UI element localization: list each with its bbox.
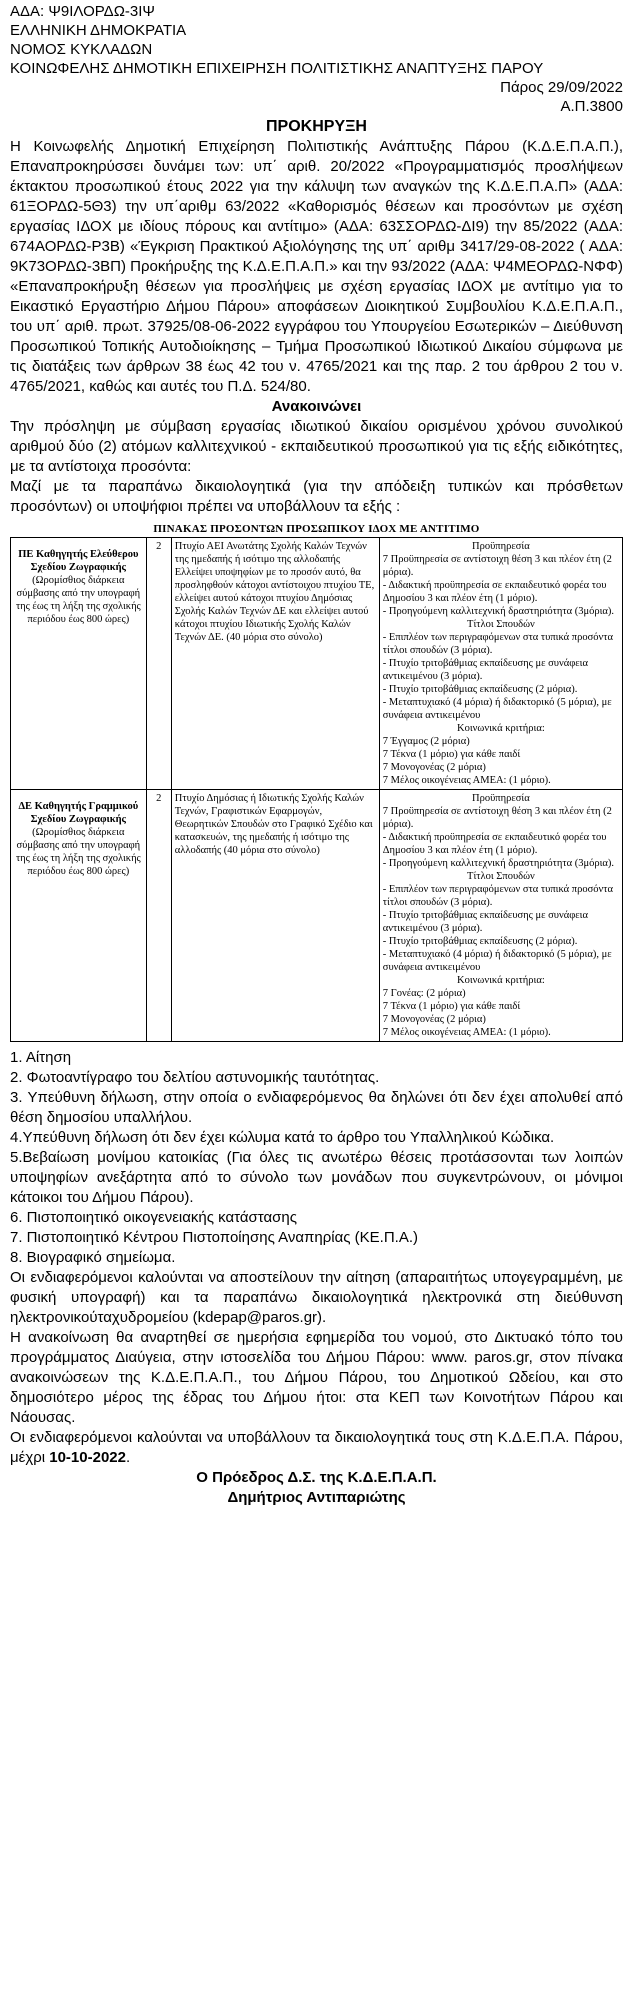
requirement-line: 7 Μονογονέας (2 μόρια) (382, 762, 486, 773)
requirement-heading: Προϋπηρεσία (472, 793, 530, 804)
requirement-line: - Προηγούμενη καλλιτεχνική δραστηριότητα (3μόρια). (382, 606, 615, 617)
requirement-line: - Μεταπτυχιακό (4 μόρια) ή διδακτορικό (5 μόρια), με συνάφεια αντικειμένου (382, 697, 612, 721)
publication-paragraph: Η ανακοίνωση θα αναρτηθεί σε ημερήσια εφημερίδα του νομού, στο Δικτυακό τόπο του προγράμματος Διαύγεια, στην ιστοσελίδα του Δήμου Πάρου: www. paros.gr, στον πίνακα ανακοινώσεων της Κ.Δ.Ε.Π.Α.Π., του Δήμου Πάρου, του Δημοτικού Ωδείου, και στο δημοσιότερο μέρος της έδρας του Δήμου ήτοι: στα ΚΕΠ των Κοινοτήτων Πάρου και Νάουσας. (10, 1329, 623, 1426)
list-item: 8. Βιογραφικό σημείωμα. (10, 1249, 176, 1266)
deadline-date: 10-10-2022 (49, 1449, 126, 1466)
count-cell: 2 (146, 538, 171, 790)
specialty-cell (11, 790, 147, 1042)
republic-name: ΕΛΛΗΝΙΚΗ ΔΗΜΟΚΡΑΤΙΑ (10, 22, 187, 39)
document-header (10, 2, 623, 116)
table-title: ΠΙΝΑΚΑΣ ΠΡΟΣΟΝΤΩΝ ΠΡΟΣΩΠΙΚΟΥ ΙΔΟΧ ΜΕ ΑΝΤΙΤΙΜΟ (153, 523, 480, 535)
requirement-heading: Προϋπηρεσία (472, 541, 530, 552)
requirement-line: - Μεταπτυχιακό (4 μόρια) ή διδακτορικό (5 μόρια), με συνάφεια αντικειμένου (382, 949, 612, 973)
enterprise-name: ΚΟΙΝΩΦΕΛΗΣ ΔΗΜΟΤΙΚΗ ΕΠΙΧΕΙΡΗΣΗ ΠΟΛΙΤΙΣΤΙΚΗΣ ΑΝΑΠΤΥΞΗΣ ΠΑΡΟΥ (10, 60, 544, 77)
intro-paragraph: Η Κοινωφελής Δημοτική Επιχείρηση Πολιτιστικής Ανάπτυξης Πάρου (Κ.Δ.Ε.Π.Α.Π.), Επαναπροκηρύσσει δυνάμει των: υπ΄ αριθ. 20/2022 «Προγραμματισμός προσλήψεων έκτακτου προσωπικού έτους 2022 για την κάλυψη των αναγκών της Κ.Δ.Ε.Π.Α.Π» (ΑΔΑ: 61ΞΟΡΔΩ-5Θ3) την υπ΄αριθμ 63/2022 «Καθορισμός θέσεων και προσόντων με σχέση εργασίας ΙΔΟΧ με ιδίους πόρους και αντίτιμο» (ΑΔΑ: 63ΣΣΟΡΔΩ-ΔΙ9) την 85/2022 (ΑΔΑ: 674ΑΟΡΔΩ-Ρ3Β) «Έγκριση Πρακτικού Αξιολόγησης της υπ΄ αριθμ 3417/29-08-2022 ( ΑΔΑ: 9Κ73ΟΡΔΩ-3ΒΠ) Προκήρυξης της Κ.Δ.Ε.Π.Α.Π.» και την 93/2022 (ΑΔΑ: Ψ4ΜΕΟΡΔΩ-ΝΦΦ) «Επαναπροκήρυξη θέσεων για προσλήψεις με σχέση εργασίας ΙΔΟΧ με αντίτιμο για το Εικαστικό Εργαστήριο Δήμου Πάρου» αποφάσεων Διοικητικού Συμβουλίου Κ.Δ.Ε.Π.Α.Π., του υπ΄ αριθ. πρωτ. 37925/08-06-2022 εγγράφου του Υπουργείου Εσωτερικών – Διεύθυνση Προσωπικού Τοπικής Αυτοδιοίκησης – Τμήμα Προσωπικού Ιδιωτικού Δικαίου σύμφωνα με τις διατάξεις των άρθρων 38 έως 42 του ν. 4765/2021 και της παρ. 2 του άρθρου 2 του ν. 4765/2021, καθώς και αυτές του Π.Δ. 524/80. (10, 138, 623, 395)
contract-duration: (Ωρομίσθιος διάρκεια σύμβασης από την υπογραφή της έως τη λήξη της σχολικής περιόδου έως 800 ώρες) (15, 575, 141, 625)
specialty-name: ΔΕ Καθηγητής Γραμμικού Σχεδίου Ζωγραφικής (18, 801, 139, 825)
requirement-line: 7 Προϋπηρεσία σε αντίστοιχη θέση 3 και πλέον έτη (2 μόρια). (382, 806, 612, 830)
requirement-line: - Πτυχίο τριτοβάθμιας εκπαίδευσης με συνάφεια αντικειμένου (3 μόρια). (382, 658, 589, 682)
table-row (11, 790, 623, 1042)
requirement-line: 7 Προϋπηρεσία σε αντίστοιχη θέση 3 και πλέον έτη (2 μόρια). (382, 554, 612, 578)
list-item: 3. Υπεύθυνη δήλωση, στην οποία ο ενδιαφερόμενος θα δηλώνει ότι δεν έχει απολυθεί από θέση δημοσίου υπαλλήλου. (10, 1089, 623, 1126)
specialty-cell (11, 538, 147, 790)
requirement-heading: Τίτλοι Σπουδών (467, 871, 535, 882)
ada-code: ΑΔΑ: Ψ9ΙΛΟΡΔΩ-3ΙΨ (10, 3, 155, 20)
prefecture-name: ΝΟΜΟΣ ΚΥΚΛΑΔΩΝ (10, 41, 153, 58)
signature-role: Ο Πρόεδρος Δ.Σ. της Κ.Δ.Ε.Π.Α.Π. (196, 1469, 437, 1486)
announce-paragraph: Την πρόσληψη με σύμβαση εργασίας ιδιωτικού δικαίου ορισμένου χρόνου συνολικού αριθμού δύο (2) ατόμων καλλιτεχνικού - εκπαιδευτικού προσωπικού για τις εξής ειδικότητες, με τα αντίστοιχα προσόντα: (10, 418, 623, 475)
list-item: 1. Αίτηση (10, 1049, 72, 1066)
requirement-line: - Επιπλέον των περιγραφόμενων στα τυπικά προσόντα τίτλοι σπουδών (3 μόρια). (382, 884, 613, 908)
list-item: 4.Υπεύθυνη δήλωση ότι δεν έχει κώλυμα κατά το άρθρο του Υπαλληλικού Κώδικα. (10, 1129, 555, 1146)
requirement-line: 7 Μέλος οικογένειας ΑΜΕΑ: (1 μόριο). (382, 775, 551, 786)
deadline-text: Οι ενδιαφερόμενοι καλούνται να υποβάλλουν τα δικαιολογητικά τους στη Κ.Δ.Ε.Π.Α. Πάρου, μέχρι (10, 1429, 623, 1466)
requirement-line: - Διδακτική προϋπηρεσία σε εκπαιδευτικό φορέα του Δημοσίου 3 και πλέον έτη (1 μόριο). (382, 832, 607, 856)
requirements-cell (379, 538, 622, 790)
requirements-list (383, 540, 619, 787)
requirement-line: 7 Μονογονέας (2 μόρια) (382, 1014, 486, 1025)
list-item: 6. Πιστοποιητικό οικογενειακής κατάστασης (10, 1209, 297, 1226)
requirement-heading: Κοινωνικά κριτήρια: (457, 975, 545, 986)
documents-list (10, 1048, 623, 1268)
requirements-cell (379, 790, 622, 1042)
announce-heading: Ανακοινώνει (271, 398, 362, 415)
requirement-line: - Διδακτική προϋπηρεσία σε εκπαιδευτικό φορέα του Δημοσίου 3 και πλέον έτη (1 μόριο). (382, 580, 607, 604)
list-item: 5.Βεβαίωση μονίμου κατοικίας (Για όλες τις ανωτέρω θέσεις προτάσσονται των λοιπών υποψηφίων ανεξάρτητα από το σύνολο των μονάδων που συγκεντρώνουν, οι μόνιμοι κάτοικοι του Δήμου Πάρου). (10, 1149, 623, 1206)
protocol-number: Α.Π.3800 (560, 98, 623, 115)
requirement-line: - Πτυχίο τριτοβάθμιας εκπαίδευσης (2 μόρια). (382, 936, 578, 947)
document-date: Πάρος 29/09/2022 (500, 79, 623, 96)
specialty-name: ΠΕ Καθηγητής Ελεύθερου Σχεδίου Ζωγραφικής (18, 549, 139, 573)
document-title: ΠΡΟΚΗΡΥΞΗ (266, 118, 367, 135)
list-item: 7. Πιστοποιητικό Κέντρου Πιστοποίησης Αναπηρίας (ΚΕ.Π.Α.) (10, 1229, 419, 1246)
requirements-list (383, 792, 619, 1039)
requirement-line: 7 Τέκνα (1 μόριο) για κάθε παιδί (382, 749, 521, 760)
requirement-line: 7 Τέκνα (1 μόριο) για κάθε παιδί (382, 1001, 521, 1012)
qualifications-table (10, 537, 623, 1042)
count-cell: 2 (146, 790, 171, 1042)
requirement-line: 7 Έγγαμος (2 μόρια) (382, 736, 470, 747)
requirement-line: 7 Γονέας: (2 μόρια) (382, 988, 466, 999)
table-row (11, 538, 623, 790)
requirement-heading: Κοινωνικά κριτήρια: (457, 723, 545, 734)
contract-duration: (Ωρομίσθιος διάρκεια σύμβασης από την υπογραφή της έως τη λήξη της σχολικής περιόδου έως 800 ώρες) (15, 827, 141, 877)
requirement-line: - Πτυχίο τριτοβάθμιας εκπαίδευσης (2 μόρια). (382, 684, 578, 695)
requirement-line: 7 Μέλος οικογένειας ΑΜΕΑ: (1 μόριο). (382, 1027, 551, 1038)
deadline-end: . (125, 1449, 131, 1466)
announcement-page (10, 0, 623, 1508)
requirement-line: - Προηγούμενη καλλιτεχνική δραστηριότητα (3μόρια). (382, 858, 615, 869)
signature-name: Δημήτριος Αντιπαριώτης (227, 1489, 406, 1506)
qualification-cell: Πτυχίο ΑΕΙ Ανωτάτης Σχολής Καλών Τεχνών της ημεδαπής ή ισότιμο της αλλοδαπής Ελλείψει υποψηφίων με το προσόν αυτό, θα προσληφθούν κάτοχοι αντίστοιχου πτυχίου ΤΕ, ελλείψει αυτού κάτοχοι πτυχίου Δημόσιας Σχολής Καλών Τεχνών ΔΕ και ελλείψει αυτού κάτοχοι πτυχίου Ιδιωτικής Σχολής Καλών Τεχνών ΔΕ. (40 μόρια στο σύνολο) (171, 538, 379, 790)
deadline-paragraph (10, 1428, 623, 1468)
requirement-line: - Επιπλέον των περιγραφόμενων στα τυπικά προσόντα τίτλοι σπουδών (3 μόρια). (382, 632, 613, 656)
requirement-line: - Πτυχίο τριτοβάθμιας εκπαίδευσης με συνάφεια αντικειμένου (3 μόρια). (382, 910, 589, 934)
documents-intro: Μαζί με τα παραπάνω δικαιολογητικά (για την απόδειξη τυπικών και πρόσθετων προσόντων) οι υποψήφιοι πρέπει να υποβάλλουν τα εξής : (10, 478, 623, 515)
submission-paragraph: Οι ενδιαφερόμενοι καλούνται να αποστείλουν την αίτηση (απαραιτήτως υπογεγραμμένη, με φυσική υπογραφή) και τα παραπάνω δικαιολογητικά ηλεκτρονικά στη διεύθυνση ηλεκτρονικούταχυδρομείου (kdepap@paros.gr). (10, 1269, 623, 1326)
requirement-heading: Τίτλοι Σπουδών (467, 619, 535, 630)
list-item: 2. Φωτοαντίγραφο του δελτίου αστυνομικής ταυτότητας. (10, 1069, 380, 1086)
qualification-cell: Πτυχίο Δημόσιας ή Ιδιωτικής Σχολής Καλών Τεχνών, Γραφιστικών Εφαρμογών, Θεωρητικών Σπουδών στο Γραφικό Σχέδιο και κατασκευών, της ημεδαπής ή ισότιμο της αλλοδαπής (40 μόρια στο σύνολο) (171, 790, 379, 1042)
